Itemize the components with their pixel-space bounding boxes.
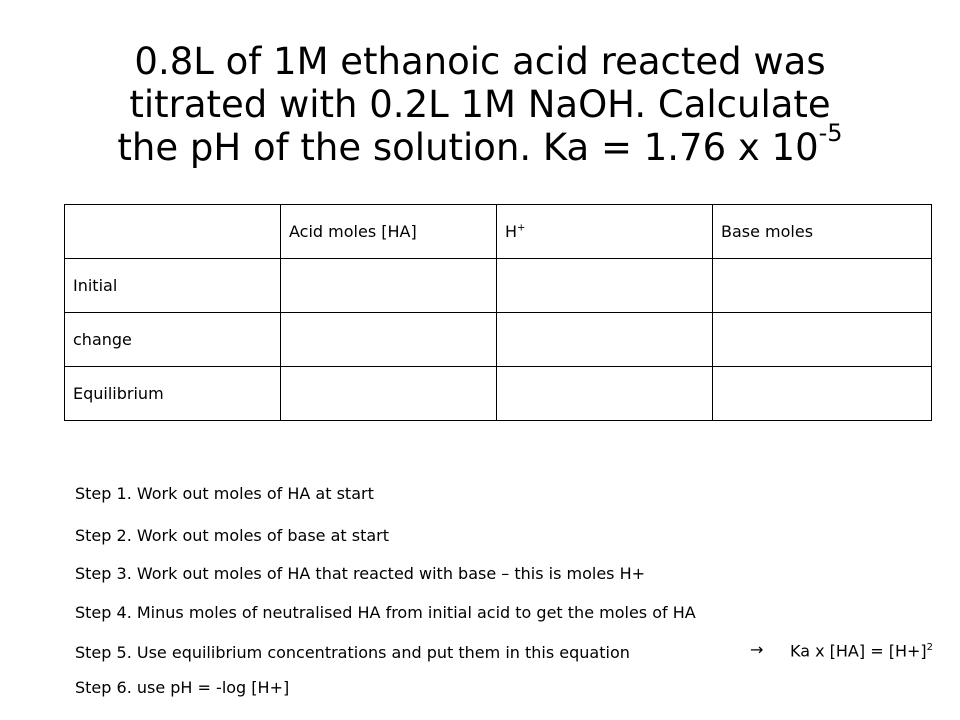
title-line-1: 0.8L of 1M ethanoic acid reacted was [134,40,826,83]
title-line-3 [40,118,920,169]
table-header-row [65,205,932,259]
table-cell [281,313,497,367]
header-cell-base-moles: Base moles [713,205,932,259]
header-cell-h-plus [497,205,713,259]
step-4: Step 4. Minus moles of neutralised HA from initial acid to get the moles of HA [75,603,696,622]
row-label-change: change [65,313,281,367]
table-cell [713,313,932,367]
step-2: Step 2. Work out moles of base at start [75,526,390,545]
step-3: Step 3. Work out moles of HA that reacted with base – this is moles H+ [75,564,646,583]
table-cell [497,313,713,367]
row-label-equilibrium: Equilibrium [65,367,281,421]
row-label-initial: Initial [65,259,281,313]
arrow-right-icon: → [750,640,764,659]
header-h-text: H [505,222,518,241]
ka-equation [790,638,933,661]
header-cell-empty [65,205,281,259]
table-cell [497,259,713,313]
table-row [65,367,932,421]
equation-exponent: 2 [926,642,933,653]
step-6: Step 6. use pH = -log [H+] [75,678,290,697]
ice-table [64,204,932,421]
table-row [65,259,932,313]
header-cell-acid-moles: Acid moles [HA] [281,205,497,259]
title-line-3-text: the pH of the solution. Ka = 1.76 x 10 [117,126,819,169]
question-title [40,40,920,169]
title-exponent: -5 [818,118,843,147]
step-5: Step 5. Use equilibrium concentrations and put them in this equation [75,643,630,662]
table-cell [281,367,497,421]
table-cell [497,367,713,421]
step-1: Step 1. Work out moles of HA at start [75,484,374,503]
table-cell [713,367,932,421]
header-h-sup: + [517,222,526,234]
title-line-2: titrated with 0.2L 1M NaOH. Calculate [129,83,831,126]
equation-text: Ka x [HA] = [H+] [790,641,927,661]
table-cell [281,259,497,313]
table-cell [713,259,932,313]
table-row [65,313,932,367]
